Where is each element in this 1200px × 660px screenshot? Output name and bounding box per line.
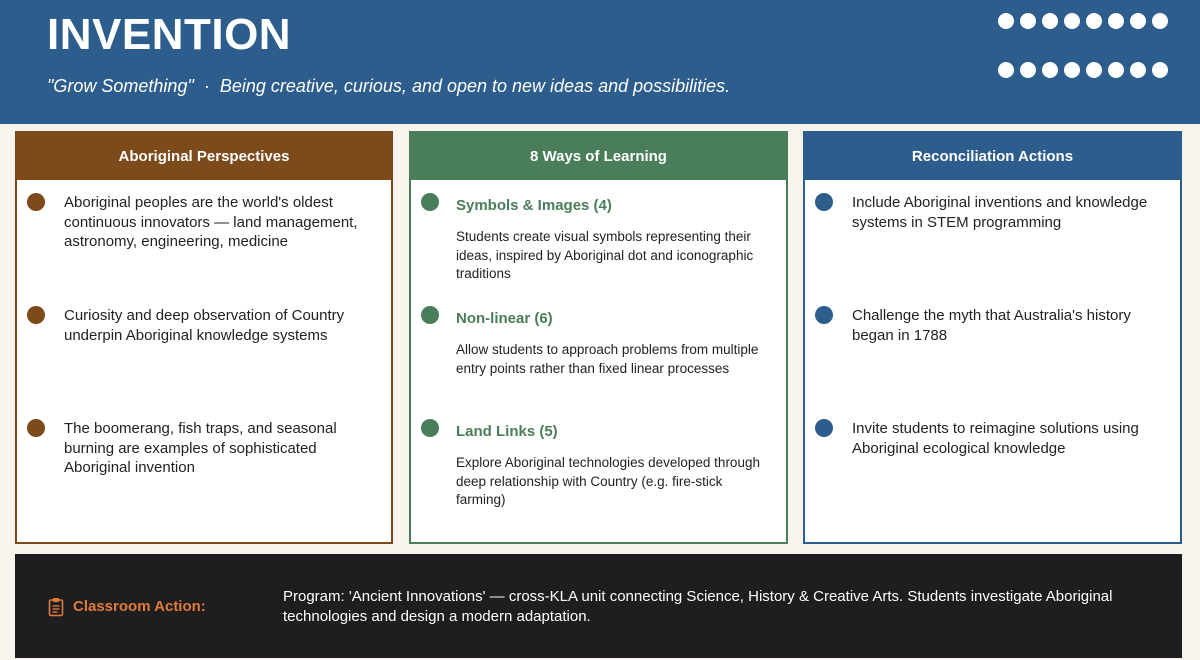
panel-heading: Reconciliation Actions <box>805 133 1180 180</box>
item-text: The boomerang, fish traps, and seasonal burning are examples of sophisticated Aboriginal invention <box>64 420 337 476</box>
dot-icon <box>1020 13 1036 29</box>
reconciliation-actions-panel <box>803 131 1182 544</box>
classroom-action-banner <box>15 554 1182 658</box>
dot-icon <box>1042 62 1058 78</box>
page-title: INVENTION <box>47 10 292 59</box>
decorative-dots-bottom <box>998 62 1168 78</box>
subtitle <box>47 76 730 97</box>
item-title: Symbols & Images (4) <box>456 197 612 214</box>
bullet-icon <box>421 306 439 324</box>
bullet-icon <box>27 193 45 211</box>
item-title: Land Links (5) <box>456 423 558 440</box>
dot-icon <box>1108 62 1124 78</box>
bullet-icon <box>421 419 439 437</box>
dot-icon <box>1152 62 1168 78</box>
aboriginal-perspectives-panel <box>15 131 393 544</box>
dot-icon <box>1042 13 1058 29</box>
bullet-icon <box>815 193 833 211</box>
bullet-icon <box>815 306 833 324</box>
dot-icon <box>1064 62 1080 78</box>
panel-heading: 8 Ways of Learning <box>411 133 786 180</box>
item-text: Curiosity and deep observation of Country underpin Aboriginal knowledge systems <box>64 307 345 344</box>
item-description: Allow students to approach problems from multiple entry points rather than fixed linear processes <box>456 342 759 376</box>
dot-icon <box>1130 13 1146 29</box>
eight-ways-of-learning-panel <box>409 131 788 544</box>
header-description: Being creative, curious, and open to new ideas and possibilities. <box>219 76 731 96</box>
item-description: Explore Aboriginal technologies developed through deep relationship with Country (e.g. fire-stick farming) <box>456 455 760 507</box>
dot-icon <box>1020 62 1036 78</box>
classroom-action-text: Program: 'Ancient Innovations' — cross-KLA unit connecting Science, History & Creative Arts. Students investigate Aboriginal technologies and design a modern adaptation. <box>283 588 1113 625</box>
dot-icon <box>1086 62 1102 78</box>
item-text: Include Aboriginal inventions and knowledge systems in STEM programming <box>852 194 1148 231</box>
item-title: Non-linear (6) <box>456 310 553 327</box>
bullet-icon <box>27 419 45 437</box>
dot-icon <box>1086 13 1102 29</box>
bullet-icon <box>27 306 45 324</box>
item-text: Challenge the myth that Australia's history began in 1788 <box>852 307 1131 344</box>
dot-icon <box>998 62 1014 78</box>
header-banner <box>0 0 1200 124</box>
item-text: Invite students to reimagine solutions using Aboriginal ecological knowledge <box>852 420 1139 457</box>
separator: · <box>203 76 210 96</box>
clipboard-icon <box>48 597 64 617</box>
classroom-action-label: Classroom Action: <box>73 598 206 615</box>
bullet-icon <box>815 419 833 437</box>
panel-heading: Aboriginal Perspectives <box>17 133 391 180</box>
dot-icon <box>1152 13 1168 29</box>
bullet-icon <box>421 193 439 211</box>
item-text: Aboriginal peoples are the world's oldest continuous innovators — land management, astronomy, engineering, medicine <box>64 194 358 250</box>
dot-icon <box>998 13 1014 29</box>
decorative-dots-top <box>998 13 1168 29</box>
item-description: Students create visual symbols representing their ideas, inspired by Aboriginal dot and iconographic traditions <box>456 229 754 281</box>
dot-icon <box>1130 62 1146 78</box>
tagline: "Grow Something" <box>47 76 194 96</box>
dot-icon <box>1108 13 1124 29</box>
dot-icon <box>1064 13 1080 29</box>
